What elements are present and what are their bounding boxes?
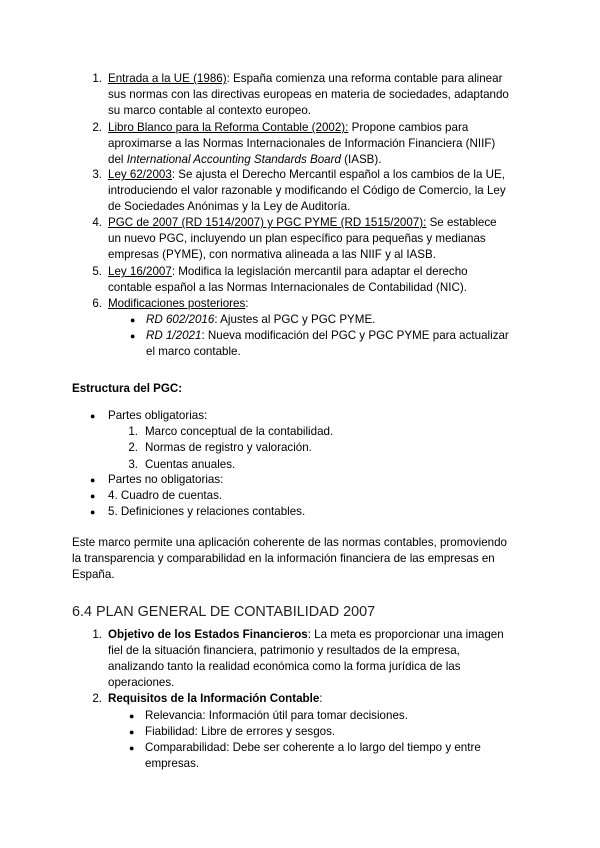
text: un nuevo PGC, incluyendo un plan específico para pequeñas y medianas [108, 232, 486, 245]
list-item: 5. Definiciones y relaciones contables. [108, 505, 306, 518]
link-text: Entrada a la UE (1986) [108, 72, 227, 85]
link-text: Libro Blanco para la Reforma Contable (2002): [108, 121, 349, 134]
italic-text: RD 602/2016 [146, 313, 215, 326]
list-item-line [108, 199, 350, 215]
sub-list-item: Cuentas anuales. [145, 458, 236, 471]
list-item-line [108, 264, 468, 280]
list-item-line [108, 103, 311, 119]
text: : Modifica la legislación mercantil para adaptar el derecho [171, 265, 468, 278]
text: Se establece [426, 216, 497, 229]
bullet-icon: ● [129, 743, 135, 753]
link-text: Ley 62/2003 [108, 168, 172, 181]
link-text: PGC de 2007 (RD 1514/2007) y PGC PYME (RD 1515/2007): [108, 216, 427, 229]
list-number: 2. [92, 692, 102, 705]
list-number: 2. [128, 441, 138, 454]
text: : Ajustes al PGC y PGC PYME. [214, 313, 376, 326]
list-number: 1. [128, 425, 138, 438]
list-item: Partes no obligatorias: [108, 473, 224, 486]
paragraph-line: Este marco permite una aplicación coherente de las normas contables, promoviendo [72, 536, 508, 549]
text: introduciendo el valor razonable y modificando el Código de Comercio, la Ley [108, 184, 506, 197]
bullet-icon: ● [90, 475, 96, 485]
text: (IASB). [340, 153, 382, 166]
text: operaciones. [108, 676, 175, 689]
text: : Se ajusta el Derecho Mercantil español a los cambios de la UE, [171, 168, 505, 181]
text: : España comienza una reforma contable para alinear [226, 72, 503, 85]
list-item-line [108, 136, 495, 152]
text: aproximarse a las Normas Internacionales de Información Financiera (NIIF) [108, 137, 496, 150]
text: : [245, 297, 249, 310]
list-item-line [108, 87, 509, 103]
sub-list-item [146, 312, 375, 328]
link-text: Ley 16/2007 [108, 265, 172, 278]
text: de Sociedades Anónimas y la Ley de Auditoría. [108, 200, 351, 213]
bullet-icon: ● [130, 315, 136, 325]
section-title: 6.4 PLAN GENERAL DE CONTABILIDAD 2007 [72, 604, 376, 620]
text: : [319, 692, 323, 705]
paragraph-line: la transparencia y comparabilidad en la información financiera de las empresas en [72, 552, 495, 565]
list-number: 1. [92, 72, 102, 85]
list-item-line [108, 675, 174, 691]
bullet-icon: ● [90, 411, 96, 421]
list-item-line [108, 183, 506, 199]
bullet-icon: ● [90, 507, 96, 517]
text: analizando tanto la realidad económica como la forma jurídica de las [108, 660, 461, 673]
text: Propone cambios para [348, 121, 469, 134]
bold-text: Objetivo de los Estados Financieros [108, 628, 308, 641]
list-number: 3. [92, 168, 102, 181]
link-text: Modificaciones posteriores [108, 297, 246, 310]
text: del [108, 153, 127, 166]
list-number: 3. [128, 458, 138, 471]
list-number: 5. [92, 265, 102, 278]
text: : La meta es proporcionar una imagen [307, 628, 504, 641]
bullet-icon: ● [129, 727, 135, 737]
list-item-line [108, 659, 461, 675]
list-item-line [108, 247, 436, 263]
sub-list-item [146, 344, 241, 360]
text: su marco contable al contexto europeo. [108, 104, 312, 117]
text: fiel de la situación financiera, patrimonio y resultados de la empresa, [108, 644, 460, 657]
sub-list-item: Relevancia: Información útil para tomar decisiones. [145, 709, 408, 722]
italic-text: RD 1/2021 [146, 329, 202, 342]
bullet-icon: ● [90, 491, 96, 501]
list-item: Partes obligatorias: [108, 409, 208, 422]
text: : Nueva modificación del PGC y PGC PYME para actualizar [201, 329, 509, 342]
bold-text: Requisitos de la Información Contable [108, 692, 320, 705]
list-item-line [108, 691, 323, 707]
list-item-line [108, 167, 505, 183]
sub-list-item: Fiabilidad: Libre de errores y sesgos. [145, 725, 336, 738]
sub-list-item: empresas. [145, 757, 200, 770]
paragraph-line: España. [72, 568, 115, 581]
text: contable español a las Normas Internacionales de Contabilidad (NIC). [108, 281, 467, 294]
sub-list-item: Normas de registro y valoración. [145, 441, 312, 454]
list-number: 2. [92, 121, 102, 134]
sub-list-item: Comparabilidad: Debe ser coherente a lo largo del tiempo y entre [145, 741, 481, 754]
list-item-line [108, 215, 497, 231]
list-item-line [108, 231, 486, 247]
bullet-icon: ● [129, 711, 135, 721]
list-item: 4. Cuadro de cuentas. [108, 489, 223, 502]
text: sus normas con las directivas europeas en materia de sociedades, adaptando [108, 88, 509, 101]
list-number: 4. [92, 216, 102, 229]
list-item-line [108, 280, 467, 296]
list-item-line [108, 627, 504, 643]
list-number: 1. [92, 628, 102, 641]
bullet-icon: ● [130, 331, 136, 341]
list-number: 6. [92, 297, 102, 310]
list-item-line [108, 120, 468, 136]
list-item-line [108, 152, 382, 168]
list-item-line [108, 643, 460, 659]
text: el marco contable. [146, 345, 241, 358]
structure-heading: Estructura del PGC: [72, 382, 183, 395]
sub-list-item [146, 328, 509, 344]
italic-text: International Accounting Standards Board [126, 153, 341, 166]
text: empresas (PYME), con normativa alineada a las NIIF y al IASB. [108, 248, 436, 261]
sub-list-item: Marco conceptual de la contabilidad. [145, 425, 334, 438]
list-item-line [108, 296, 249, 312]
list-item-line [108, 71, 502, 87]
